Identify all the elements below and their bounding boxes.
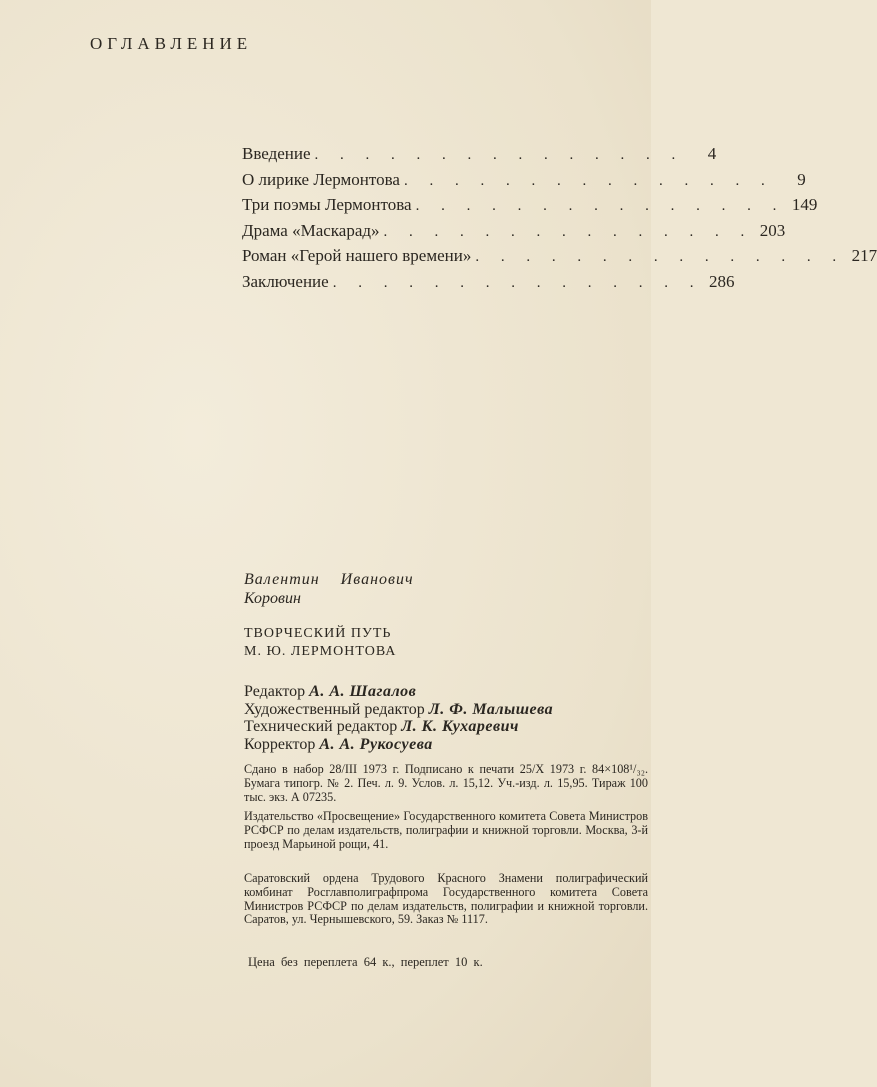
credits-block [244, 683, 553, 753]
credit-role: Корректор [244, 735, 316, 753]
toc-entry-page: 286 [708, 271, 735, 291]
toc-leader-dots: . . . . . . . . . . . . . . . [314, 147, 685, 163]
print-details: Сдано в набор 28/III 1973 г. Подписано к печати 25/X 1973 г. 84×108¹/₃₂. Бумага типогр. № 2. Печ. л. 9. Услов. л. 15,12. Уч.-изд. л. 15,95. Тираж 100 тыс. экз. А 07235. [244, 762, 648, 804]
toc-entry-page: 9 [797, 169, 806, 189]
printer-info: Саратовский ордена Трудового Красного Знамени полиграфический комбинат Росглавполиграфпрома Государственного комитета Совета Министров РСФСР по делам издательств, полиграфии и книжной торговли. Саратов, ул. Чернышевского, 59. Заказ № 1117. [244, 871, 648, 927]
toc-entry [242, 144, 717, 170]
toc-entry-page: 203 [759, 220, 786, 240]
toc-entry-page: 4 [707, 144, 717, 163]
author-first-name: Валентин Иванович [244, 571, 414, 588]
credit-role: Редактор [244, 683, 306, 700]
author-name [244, 570, 414, 608]
price-line: Цена без переплета 64 к., переплет 10 к. [248, 955, 483, 969]
toc-entry [242, 169, 806, 196]
toc-entry [242, 246, 877, 272]
toc-leader-dots: . . . . . . . . . . . . . . . [415, 198, 786, 214]
toc-entry [242, 271, 735, 298]
toc-entry-page: 149 [791, 195, 818, 214]
contents-heading: ОГЛАВЛЕНИЕ [90, 34, 253, 53]
toc-leader-dots: . . . . . . . . . . . . . . . [383, 223, 754, 240]
credit-line [244, 701, 553, 719]
publisher-info: Издательство «Просвещение» Государственного комитета Совета Министров РСФСР по делам издательств, полиграфии и книжной торговли. Москва, 3-й проезд Марьиной рощи, 41. [244, 809, 648, 851]
toc-entry-title: Драма «Маскарад» [242, 220, 380, 240]
author-last-name: Коровин [244, 590, 301, 607]
toc-entry-title: Роман «Герой нашего времени» [242, 246, 472, 265]
book-title-line: ТВОРЧЕСКИЙ ПУТЬ [244, 626, 392, 641]
toc-entry [242, 195, 818, 221]
credit-role: Технический редактор [244, 718, 398, 735]
credit-line [244, 718, 553, 736]
book-title [244, 625, 396, 661]
toc-entry [242, 220, 786, 247]
toc-entry-page: 217 [851, 246, 877, 265]
credit-person: Л. Ф. Малышева [428, 700, 554, 718]
credit-person: Л. К. Кухаревич [401, 718, 519, 735]
book-title-line: М. Ю. ЛЕРМОНТОВА [244, 644, 397, 659]
toc-entry-title: О лирике Лермонтова [242, 169, 400, 189]
credit-line [244, 736, 553, 754]
toc-leader-dots: . . . . . . . . . . . . . . . [332, 274, 703, 291]
toc-leader-dots: . . . . . . . . . . . . . . . [403, 172, 774, 189]
credit-role: Художественный редактор [244, 700, 425, 718]
toc-entry-title: Заключение [242, 271, 329, 291]
credit-line [244, 683, 553, 701]
toc-entry-title: Введение [242, 144, 311, 163]
table-of-contents [242, 144, 877, 297]
toc-entry-title: Три поэмы Лермонтова [242, 195, 412, 214]
toc-leader-dots: . . . . . . . . . . . . . . . [475, 249, 846, 265]
credit-person: А. А. Рукосуева [319, 735, 433, 753]
credit-person: А. А. Шагалов [309, 683, 417, 700]
